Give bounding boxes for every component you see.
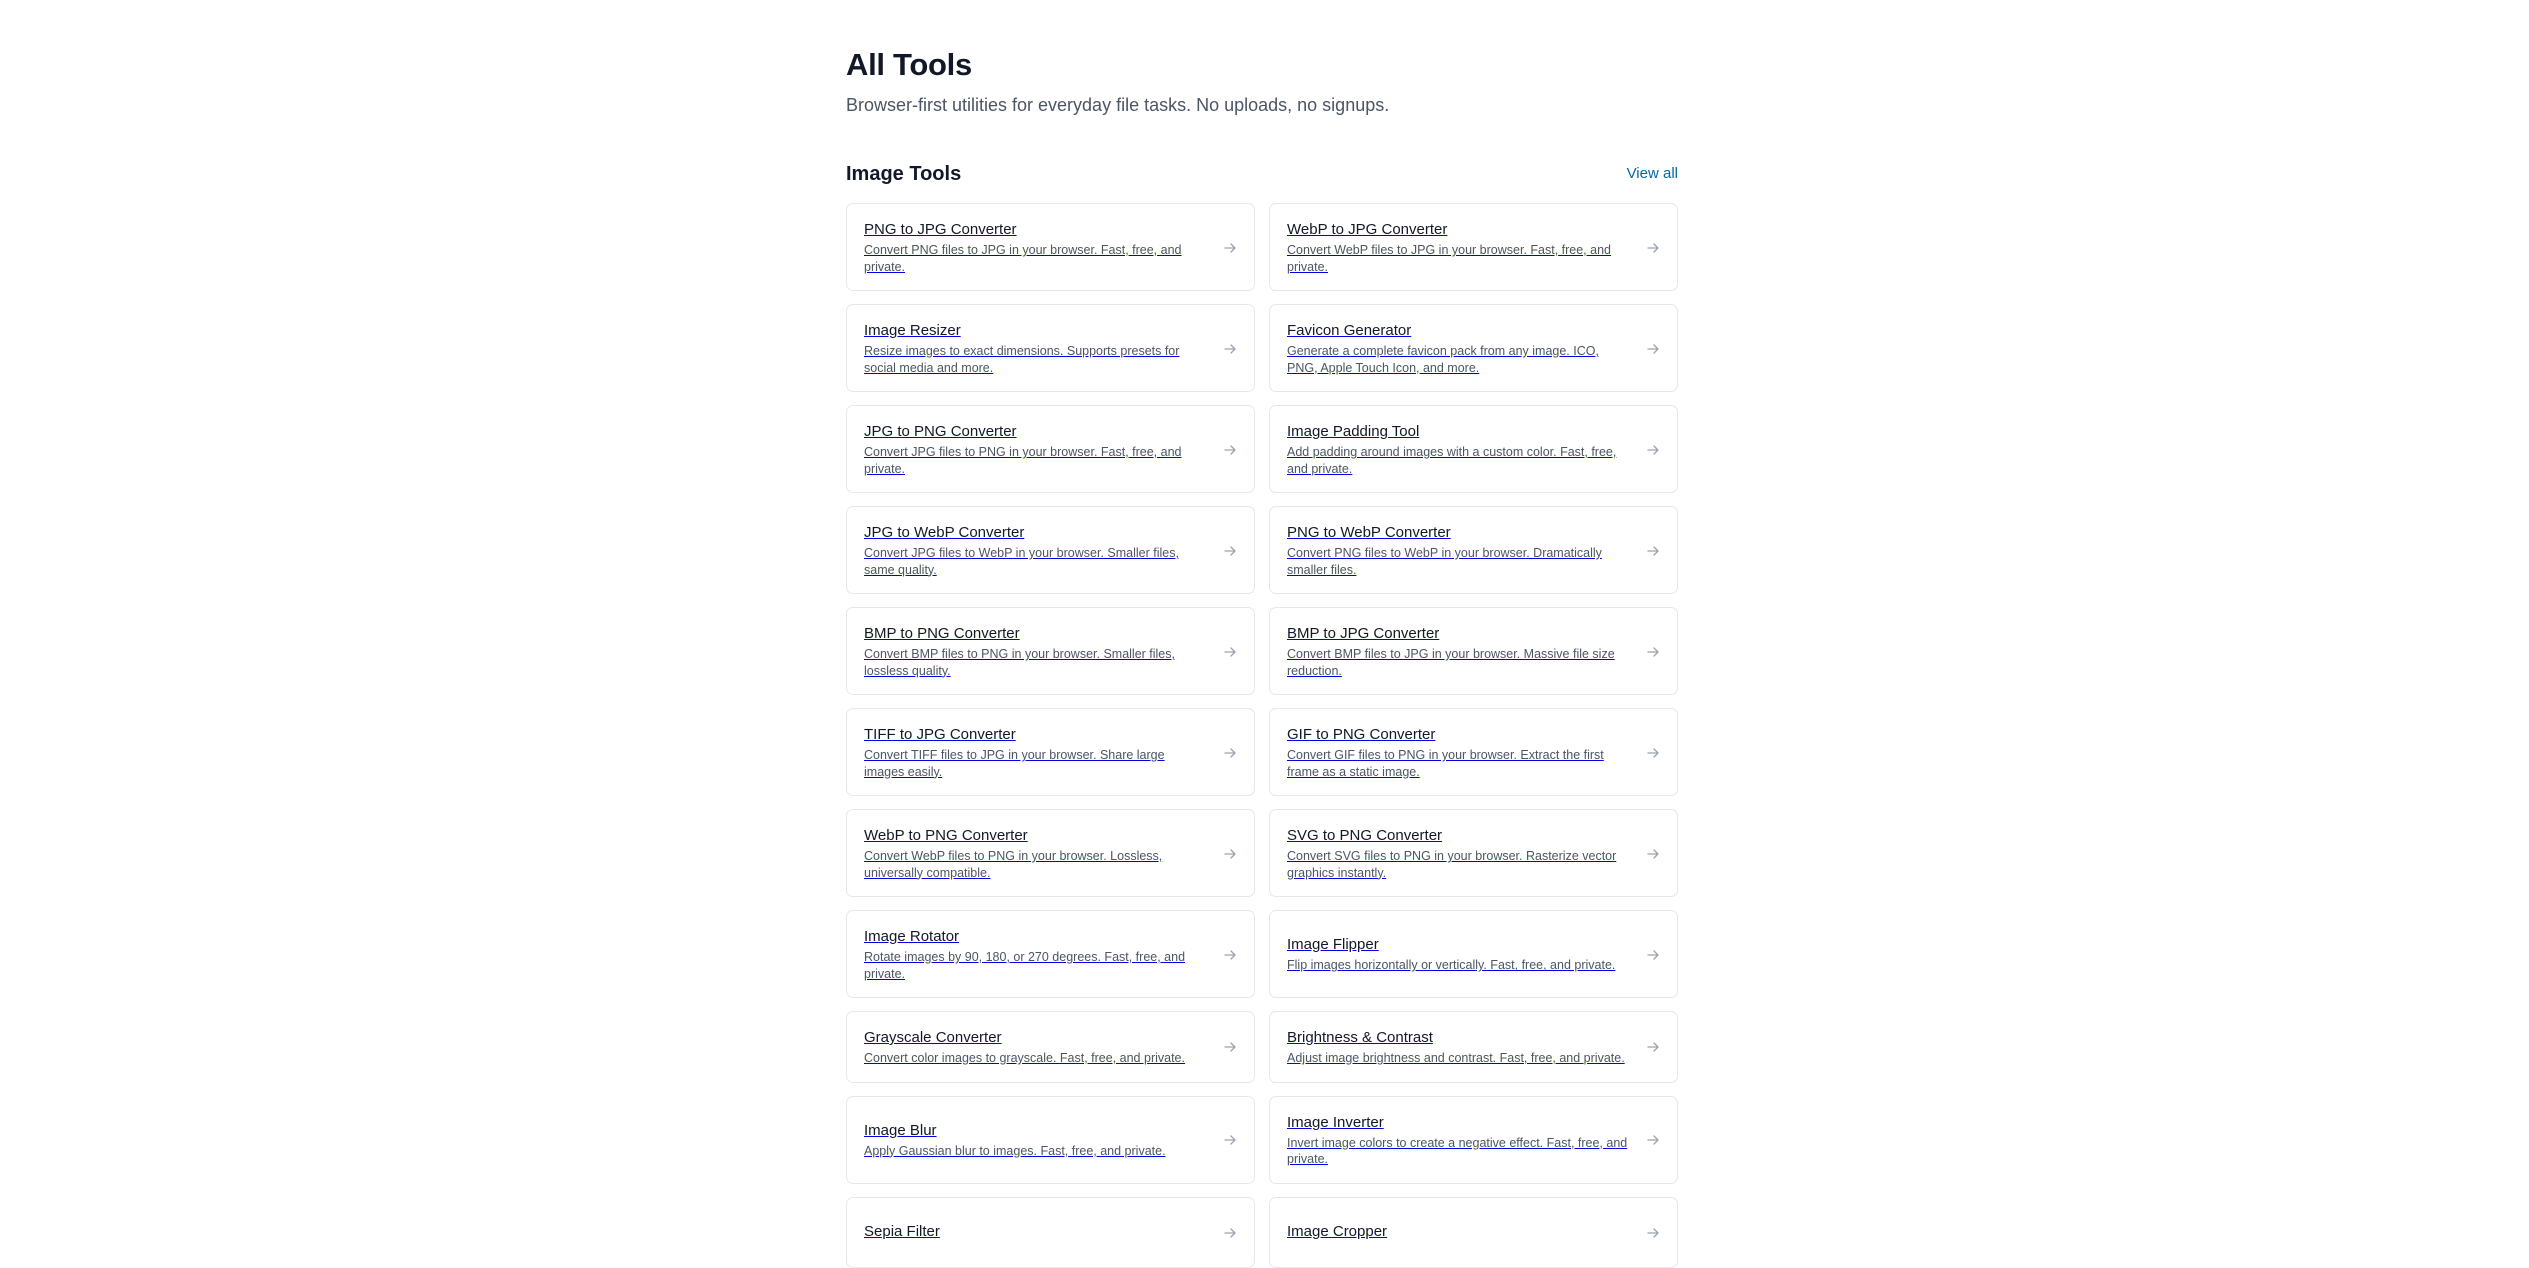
tool-card-image-inverter[interactable] xyxy=(1269,1096,1678,1184)
arrow-right-icon xyxy=(1223,343,1237,355)
tool-card-svg-to-png-converter[interactable] xyxy=(1269,809,1678,897)
tool-card-title: TIFF to JPG Converter xyxy=(864,726,1016,743)
tool-card-png-to-jpg-converter[interactable] xyxy=(846,203,1255,291)
arrow-right-icon xyxy=(1646,242,1660,254)
tool-card-title: JPG to PNG Converter xyxy=(864,423,1017,440)
arrow-right-icon xyxy=(1646,949,1660,961)
tool-card-description: Convert WebP files to PNG in your browser. Lossless, universally compatible. xyxy=(864,849,1163,880)
tool-card-description: Rotate images by 90, 180, or 270 degrees. Fast, free, and private. xyxy=(864,950,1186,981)
tool-card-title: Image Rotator xyxy=(864,928,960,945)
tool-card-description: Convert SVG files to PNG in your browser. Rasterize vector graphics instantly. xyxy=(1287,849,1617,880)
tool-card-title: GIF to PNG Converter xyxy=(1287,726,1436,743)
tool-card-title: BMP to JPG Converter xyxy=(1287,625,1440,642)
arrow-right-icon xyxy=(1646,1134,1660,1146)
arrow-right-icon xyxy=(1223,242,1237,254)
arrow-right-icon xyxy=(1646,545,1660,557)
tool-card-title: Brightness & Contrast xyxy=(1287,1029,1433,1046)
tool-card-description: Convert JPG files to PNG in your browser. Fast, free, and private. xyxy=(864,445,1182,476)
tool-card-sepia-filter[interactable] xyxy=(846,1197,1255,1268)
arrow-right-icon xyxy=(1646,343,1660,355)
tool-card-body xyxy=(1287,935,1646,974)
arrow-right-icon xyxy=(1646,848,1660,860)
tool-card-title: Image Blur xyxy=(864,1121,937,1139)
tool-card-description: Adjust image brightness and contrast. Fast, free, and private. xyxy=(1287,1051,1625,1065)
arrow-right-icon xyxy=(1646,1227,1660,1239)
tool-card-jpg-to-webp-converter[interactable] xyxy=(846,506,1255,594)
tool-card-description: Convert PNG files to JPG in your browser. Fast, free, and private. xyxy=(864,243,1182,274)
tool-card-title: JPG to WebP Converter xyxy=(864,524,1025,541)
tool-card-title: BMP to PNG Converter xyxy=(864,625,1020,642)
arrow-right-icon xyxy=(1223,848,1237,860)
tool-card-body xyxy=(864,725,1223,780)
tool-card-webp-to-jpg-converter[interactable] xyxy=(1269,203,1678,291)
tool-card-description: Convert PNG files to WebP in your browser. Dramatically smaller files. xyxy=(1287,546,1602,577)
arrow-right-icon xyxy=(1223,949,1237,961)
tool-card-description: Invert image colors to create a negative effect. Fast, free, and private. xyxy=(1287,1135,1628,1166)
tool-card-grayscale-converter[interactable] xyxy=(846,1011,1255,1083)
tool-card-title: Image Inverter xyxy=(1287,1113,1384,1131)
tool-card-image-blur[interactable] xyxy=(846,1096,1255,1184)
tool-card-description: Convert BMP files to PNG in your browser. Smaller files, lossless quality. xyxy=(864,647,1175,678)
arrow-right-icon xyxy=(1646,747,1660,759)
tool-card-title: PNG to JPG Converter xyxy=(864,221,1017,238)
arrow-right-icon xyxy=(1646,646,1660,658)
tool-card-body xyxy=(1287,1113,1646,1168)
tool-card-description: Add padding around images with a custom color. Fast, free, and private. xyxy=(1287,445,1617,476)
tool-card-description: Apply Gaussian blur to images. Fast, free, and private. xyxy=(864,1143,1166,1158)
arrow-right-icon xyxy=(1223,1041,1237,1053)
tool-card-jpg-to-png-converter[interactable] xyxy=(846,405,1255,493)
tool-card-gif-to-png-converter[interactable] xyxy=(1269,708,1678,796)
tool-card-body xyxy=(1287,523,1646,578)
section-title: Image Tools xyxy=(846,163,962,185)
tool-card-description: Convert GIF files to PNG in your browser. Extract the first frame as a static image. xyxy=(1287,748,1604,779)
tool-card-body xyxy=(864,523,1223,578)
tool-card-bmp-to-png-converter[interactable] xyxy=(846,607,1255,695)
tool-card-image-rotator[interactable] xyxy=(846,910,1255,998)
page-title: All Tools xyxy=(846,47,972,82)
tool-card-png-to-webp-converter[interactable] xyxy=(1269,506,1678,594)
tool-card-image-resizer[interactable] xyxy=(846,304,1255,392)
tool-card-image-padding-tool[interactable] xyxy=(1269,405,1678,493)
tool-card-title: Favicon Generator xyxy=(1287,322,1412,339)
tool-card-webp-to-png-converter[interactable] xyxy=(846,809,1255,897)
page-subtitle: Browser-first utilities for everyday file tasks. No uploads, no signups. xyxy=(846,95,1390,115)
tool-card-body xyxy=(864,1222,1223,1244)
tool-card-image-cropper[interactable] xyxy=(1269,1197,1678,1268)
arrow-right-icon xyxy=(1223,1134,1237,1146)
tool-card-description: Convert BMP files to JPG in your browser. Massive file size reduction. xyxy=(1287,647,1615,678)
tool-card-body xyxy=(864,1028,1223,1067)
tool-card-body xyxy=(1287,321,1646,376)
arrow-right-icon xyxy=(1223,444,1237,456)
tool-card-title: Image Resizer xyxy=(864,322,961,339)
tool-card-body xyxy=(1287,220,1646,275)
tool-card-body xyxy=(864,321,1223,376)
tool-card-description: Convert JPG files to WebP in your browser. Smaller files, same quality. xyxy=(864,546,1179,577)
tool-card-body xyxy=(1287,1028,1646,1067)
view-all-link[interactable]: View all xyxy=(1626,165,1678,182)
arrow-right-icon xyxy=(1646,444,1660,456)
arrow-right-icon xyxy=(1646,1041,1660,1053)
tool-card-title: PNG to WebP Converter xyxy=(1287,524,1451,541)
tool-card-body xyxy=(864,1121,1223,1160)
tool-card-body xyxy=(864,927,1223,982)
tool-card-title: Sepia Filter xyxy=(864,1222,940,1240)
tool-card-body xyxy=(864,220,1223,275)
tool-card-description: Generate a complete favicon pack from any image. ICO, PNG, Apple Touch Icon, and more. xyxy=(1287,344,1599,375)
tool-card-body xyxy=(1287,826,1646,881)
tool-card-bmp-to-jpg-converter[interactable] xyxy=(1269,607,1678,695)
tool-card-tiff-to-jpg-converter[interactable] xyxy=(846,708,1255,796)
tool-card-body xyxy=(1287,422,1646,477)
arrow-right-icon xyxy=(1223,747,1237,759)
tool-card-description: Convert TIFF files to JPG in your browser. Share large images easily. xyxy=(864,748,1165,779)
tool-card-brightness-contrast[interactable] xyxy=(1269,1011,1678,1083)
tool-card-favicon-generator[interactable] xyxy=(1269,304,1678,392)
arrow-right-icon xyxy=(1223,545,1237,557)
tool-card-body xyxy=(864,826,1223,881)
tool-card-body xyxy=(1287,624,1646,679)
tool-card-body xyxy=(864,624,1223,679)
section-header xyxy=(846,161,1678,187)
arrow-right-icon xyxy=(1223,1227,1237,1239)
tool-card-title: Grayscale Converter xyxy=(864,1029,1002,1046)
tool-grid xyxy=(846,203,1678,1268)
tool-card-title: Image Flipper xyxy=(1287,936,1379,954)
tool-card-body xyxy=(1287,1222,1646,1244)
tool-card-description: Convert WebP files to JPG in your browser. Fast, free, and private. xyxy=(1287,243,1611,274)
arrow-right-icon xyxy=(1223,646,1237,658)
tool-card-image-flipper[interactable] xyxy=(1269,910,1678,998)
tool-card-title: SVG to PNG Converter xyxy=(1287,827,1443,844)
tool-card-description: Resize images to exact dimensions. Supports presets for social media and more. xyxy=(864,344,1180,375)
tool-card-description: Convert color images to grayscale. Fast, free, and private. xyxy=(864,1051,1185,1065)
tool-card-body xyxy=(864,422,1223,477)
tool-card-title: Image Padding Tool xyxy=(1287,423,1420,440)
tool-card-title: Image Cropper xyxy=(1287,1222,1388,1240)
tool-card-body xyxy=(1287,725,1646,780)
tool-card-title: WebP to JPG Converter xyxy=(1287,221,1448,238)
tool-card-title: WebP to PNG Converter xyxy=(864,827,1028,844)
tool-card-description: Flip images horizontally or vertically. Fast, free, and private. xyxy=(1287,958,1616,973)
